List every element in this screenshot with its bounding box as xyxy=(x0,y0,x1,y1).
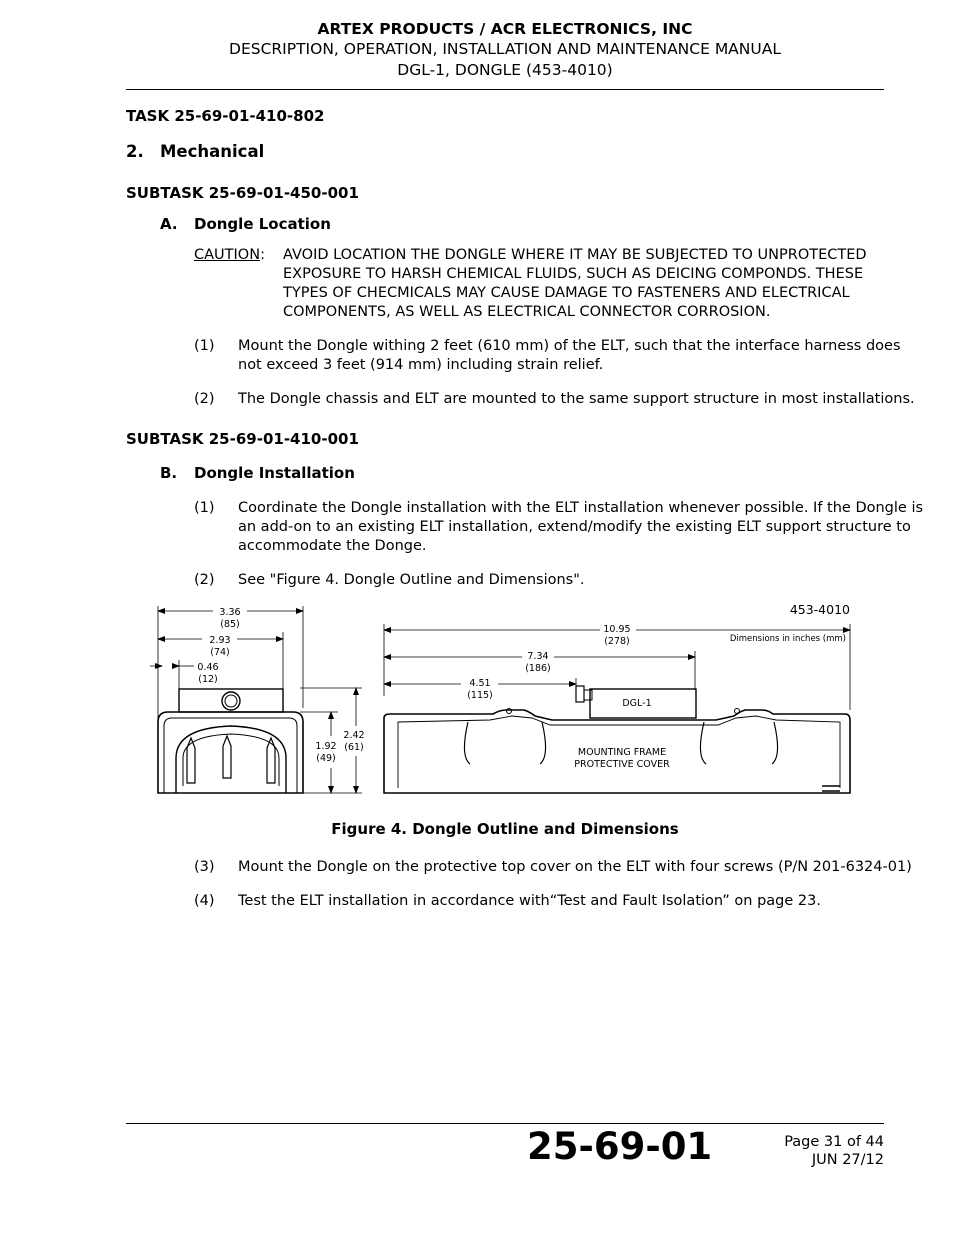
caution-line: AVOID LOCATION THE DONGLE WHERE IT MAY BE SUBJECTED TO UNPROTECTED xyxy=(283,247,867,263)
dim-length-to-dongle-start-mm: (115) xyxy=(467,690,493,701)
dim-width-body-mm: (74) xyxy=(210,647,230,658)
step-text-line: Mount the Dongle on the protective top cover on the ELT with four screws (P/N 201-6324-01) xyxy=(238,859,912,875)
header-manual-title: DESCRIPTION, OPERATION, INSTALLATION AND MAINTENANCE MANUAL xyxy=(229,40,781,58)
footer-date: JUN 27/12 xyxy=(811,1152,884,1168)
footer-page: Page 31 of 44 xyxy=(784,1134,884,1150)
dongle-label: DGL-1 xyxy=(622,698,652,709)
step-text-line: Mount the Dongle withing 2 feet (610 mm) of the ELT, such that the interface harness does xyxy=(238,338,901,354)
para-letter-a: A. xyxy=(160,215,178,233)
figure-caption: Figure 4. Dongle Outline and Dimensions xyxy=(331,820,679,838)
caution-colon: : xyxy=(260,247,265,263)
step-number: (2) xyxy=(194,572,215,588)
dim-height-overall: 2.42 xyxy=(343,730,365,741)
figure-part-number: 453-4010 xyxy=(789,602,850,617)
header-company: ARTEX PRODUCTS / ACR ELECTRONICS, INC xyxy=(317,20,693,38)
section-title: Mechanical xyxy=(160,142,265,161)
header-rule xyxy=(126,89,884,90)
dim-length-overall-mm: (278) xyxy=(604,636,630,647)
step-text-line: Test the ELT installation in accordance with“Test and Fault Isolation” on page 23. xyxy=(238,893,821,909)
frame-label-line1: MOUNTING FRAME xyxy=(577,747,667,758)
step-text-line: accommodate the Donge. xyxy=(238,538,427,554)
caution-line: EXPOSURE TO HARSH CHEMICAL FLUIDS, SUCH AS DEICING COMPONDS. THESE xyxy=(283,266,864,282)
step-text-line: an add-on to an existing ELT installation, extend/modify the existing ELT support structure to xyxy=(238,519,911,535)
dim-width-body: 2.93 xyxy=(209,635,231,646)
step-number: (4) xyxy=(194,893,215,909)
step-number: (1) xyxy=(194,500,215,516)
task-id: TASK 25-69-01-410-802 xyxy=(126,107,325,125)
dim-offset: 0.46 xyxy=(197,662,219,673)
step-text-line: not exceed 3 feet (914 mm) including strain relief. xyxy=(238,357,604,373)
dim-width-overall-mm: (85) xyxy=(220,619,240,630)
dim-width-overall: 3.36 xyxy=(219,607,241,618)
step-text-line: Coordinate the Dongle installation with the ELT installation whenever possible. If the Dongle is xyxy=(238,500,924,516)
subtask-id-location: SUBTASK 25-69-01-450-001 xyxy=(126,184,359,202)
para-letter-b: B. xyxy=(160,464,178,482)
step-number: (1) xyxy=(194,338,215,354)
figure-units-note: Dimensions in inches (mm) xyxy=(729,634,846,644)
caution-line: TYPES OF CHECMICALS MAY CAUSE DAMAGE TO FASTENERS AND ELECTRICAL xyxy=(283,285,850,301)
section-number: 2. xyxy=(126,142,144,161)
caution-line: COMPONENTS, AS WELL AS ELECTRICAL CONNECTOR CORROSION. xyxy=(283,304,771,320)
footer-doc-number: 25-69-01 xyxy=(527,1125,713,1168)
dim-length-to-dongle-end: 7.34 xyxy=(527,651,549,662)
dim-offset-mm: (12) xyxy=(198,674,218,685)
subtask-id-installation: SUBTASK 25-69-01-410-001 xyxy=(126,430,359,448)
dim-height-body-mm: (49) xyxy=(316,753,336,764)
step-text-line: The Dongle chassis and ELT are mounted to the same support structure in most installations. xyxy=(238,391,915,407)
dim-length-to-dongle-end-mm: (186) xyxy=(525,663,551,674)
frame-label-line2: PROTECTIVE COVER xyxy=(574,759,670,770)
dongle-outline-figure xyxy=(150,598,860,803)
dim-length-to-dongle-start: 4.51 xyxy=(469,678,491,689)
step-text-line: See "Figure 4. Dongle Outline and Dimensions". xyxy=(238,572,585,588)
para-title-installation: Dongle Installation xyxy=(194,464,355,482)
step-number: (2) xyxy=(194,391,215,407)
footer-rule xyxy=(126,1123,884,1124)
caution-label xyxy=(194,246,265,265)
header-product: DGL-1, DONGLE (453-4010) xyxy=(397,61,613,79)
para-title-location: Dongle Location xyxy=(194,215,331,233)
dim-length-overall: 10.95 xyxy=(603,624,631,635)
caution-word: CAUTION xyxy=(194,247,261,263)
dim-height-body: 1.92 xyxy=(315,741,337,752)
step-number: (3) xyxy=(194,859,215,875)
dim-height-overall-mm: (61) xyxy=(344,742,364,753)
